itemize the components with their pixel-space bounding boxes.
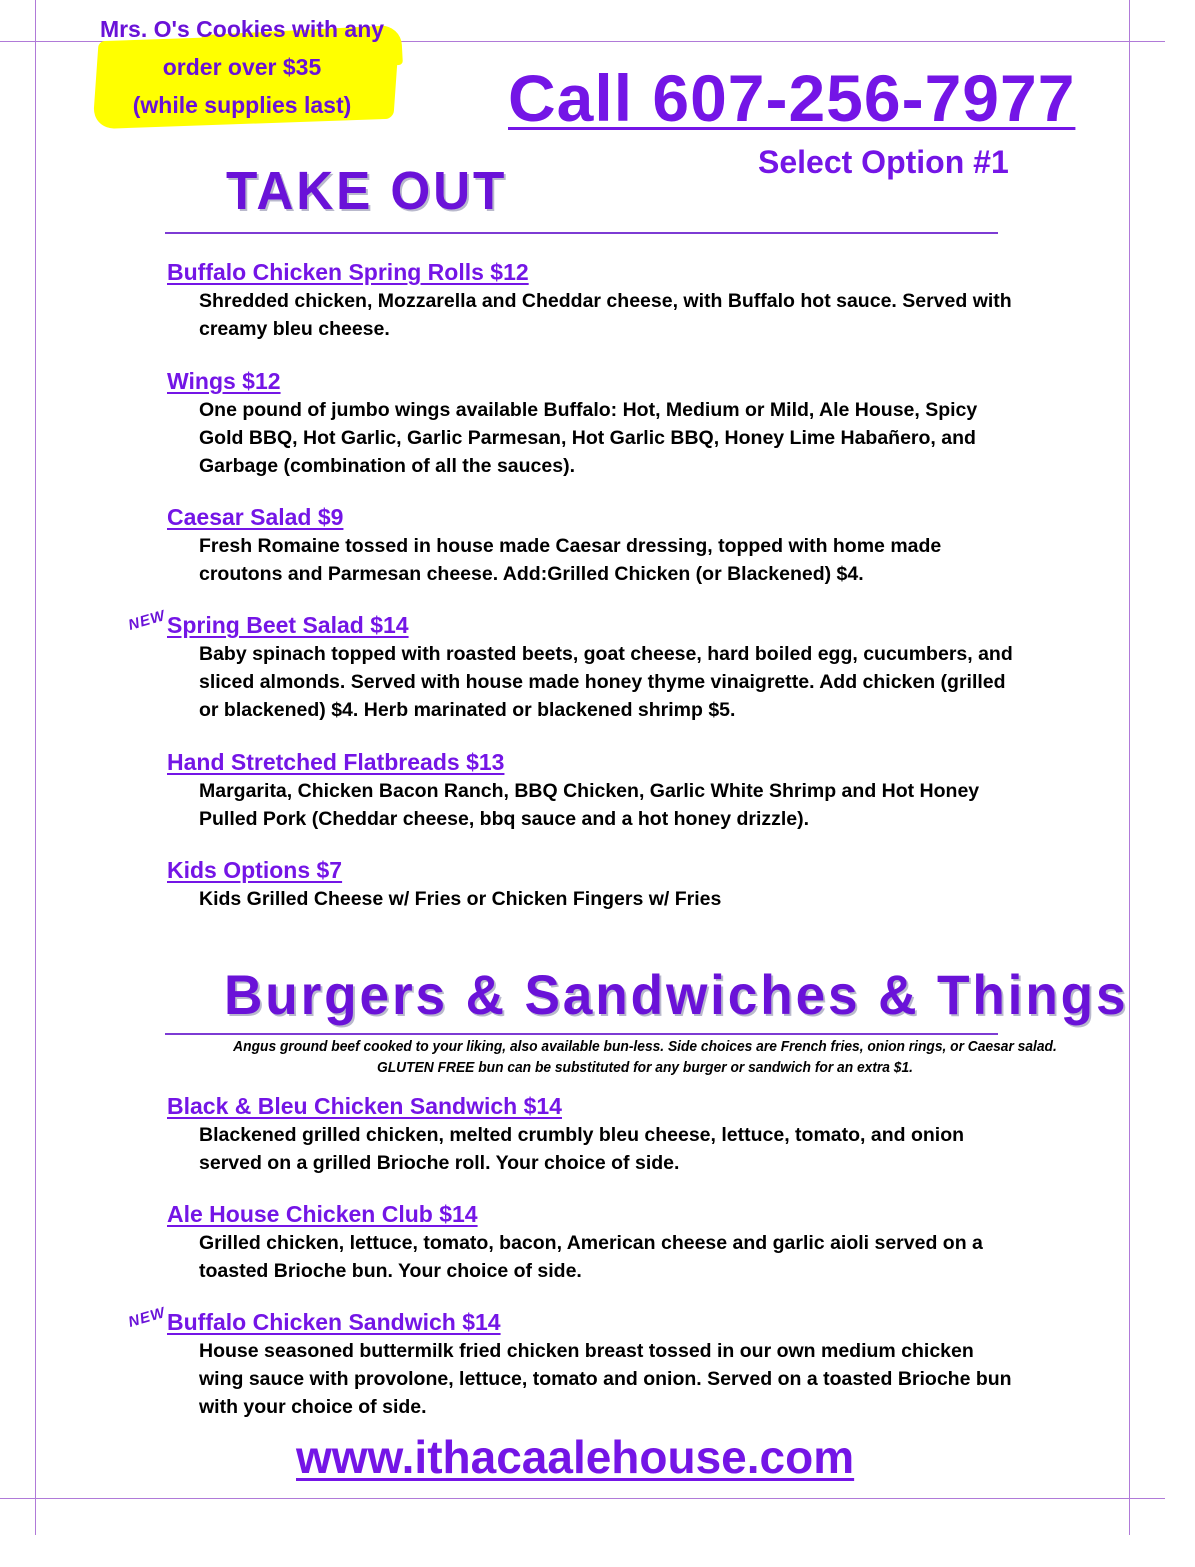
menu-item-title: Hand Stretched Flatbreads $13 [167, 749, 505, 775]
burgers-note [203, 1036, 1086, 1078]
menu-item-desc: One pound of jumbo wings available Buffalo: Hot, Medium or Mild, Ale House, Spicy Gold BBQ, Hot Garlic, Garlic Parmesan, Hot Garlic BBQ, Honey Lime Habañero, and Garbage (combination of all the sauces). [199, 399, 978, 477]
menu-item-title: Ale House Chicken Club $14 [167, 1201, 478, 1227]
phone-number: Call 607-256-7977 [508, 61, 1076, 135]
menu-item [167, 610, 1027, 724]
promo-line: (while supplies last) [132, 92, 352, 118]
menu-item [167, 1091, 1027, 1177]
burgers-note-line: Angus ground beef cooked to your liking, also available bun-less. Side choices are French fries, onion rings, or Caesar salad. [233, 1038, 1057, 1055]
menu-item [167, 855, 1027, 913]
takeout-heading: TAKE OUT [226, 161, 508, 221]
new-badge: NEW [126, 1304, 168, 1331]
menu-item-title: Buffalo Chicken Sandwich $14 [167, 1309, 501, 1335]
menu-item [167, 502, 1027, 588]
menu-item [167, 747, 1027, 833]
menu-item-title: Caesar Salad $9 [167, 504, 344, 530]
menu-item-title: Black & Bleu Chicken Sandwich $14 [167, 1093, 562, 1119]
menu-item-title: Buffalo Chicken Spring Rolls $12 [167, 259, 529, 285]
divider [165, 232, 998, 234]
crop-mark [1129, 0, 1130, 1535]
menu-item-desc: Shredded chicken, Mozzarella and Cheddar cheese, with Buffalo hot sauce. Served with creamy bleu cheese. [199, 290, 1012, 340]
menu-item-title: Kids Options $7 [167, 857, 343, 883]
menu-item [167, 366, 1027, 480]
burgers-heading: Burgers & Sandwiches & Things [224, 963, 1129, 1026]
menu-item-title: Spring Beet Salad $14 [167, 612, 409, 638]
menu-item-desc: Baby spinach topped with roasted beets, goat cheese, hard boiled egg, cucumbers, and sliced almonds. Served with house made honey thyme vinaigrette. Add chicken (grilled or blackened) $4. Herb marinated or blackened shrimp $5. [199, 643, 1013, 721]
menu-item [167, 1307, 1027, 1421]
menu-item-title: Wings $12 [167, 368, 281, 394]
divider [165, 1033, 998, 1035]
menu-item-desc: Kids Grilled Cheese w/ Fries or Chicken Fingers w/ Fries [199, 888, 722, 910]
crop-mark [35, 0, 36, 1535]
promo-line: Mrs. O's Cookies with any [99, 16, 385, 42]
promo-text [92, 10, 392, 124]
menu-item-desc: House seasoned buttermilk fried chicken breast tossed in our own medium chicken wing sauce with provolone, lettuce, tomato and onion. Served on a toasted Brioche bun with your choice of side. [199, 1340, 1012, 1418]
select-option: Select Option #1 [758, 144, 1009, 180]
menu-item [167, 1199, 1027, 1285]
menu-item-desc: Grilled chicken, lettuce, tomato, bacon, American cheese and garlic aioli served on a toasted Brioche bun. Your choice of side. [199, 1232, 983, 1282]
cookie-promo [92, 10, 402, 120]
promo-line: order over $35 [162, 54, 322, 80]
menu-item-desc: Margarita, Chicken Bacon Ranch, BBQ Chicken, Garlic White Shrimp and Hot Honey Pulled Pork (Cheddar cheese, bbq sauce and a hot honey drizzle). [199, 780, 980, 830]
new-badge: NEW [126, 607, 168, 634]
crop-mark [0, 1498, 1165, 1499]
menu-item [167, 257, 1027, 343]
menu-item-desc: Blackened grilled chicken, melted crumbly bleu cheese, lettuce, tomato, and onion served on a grilled Brioche roll. Your choice of side. [199, 1124, 965, 1174]
menu-item-desc: Fresh Romaine tossed in house made Caesar dressing, topped with home made croutons and Parmesan cheese. Add:Grilled Chicken (or Blackened) $4. [199, 535, 942, 585]
website-link[interactable]: www.ithacaalehouse.com [296, 1431, 855, 1483]
burgers-note-line: GLUTEN FREE bun can be substituted for any burger or sandwich for an extra $1. [377, 1059, 913, 1076]
